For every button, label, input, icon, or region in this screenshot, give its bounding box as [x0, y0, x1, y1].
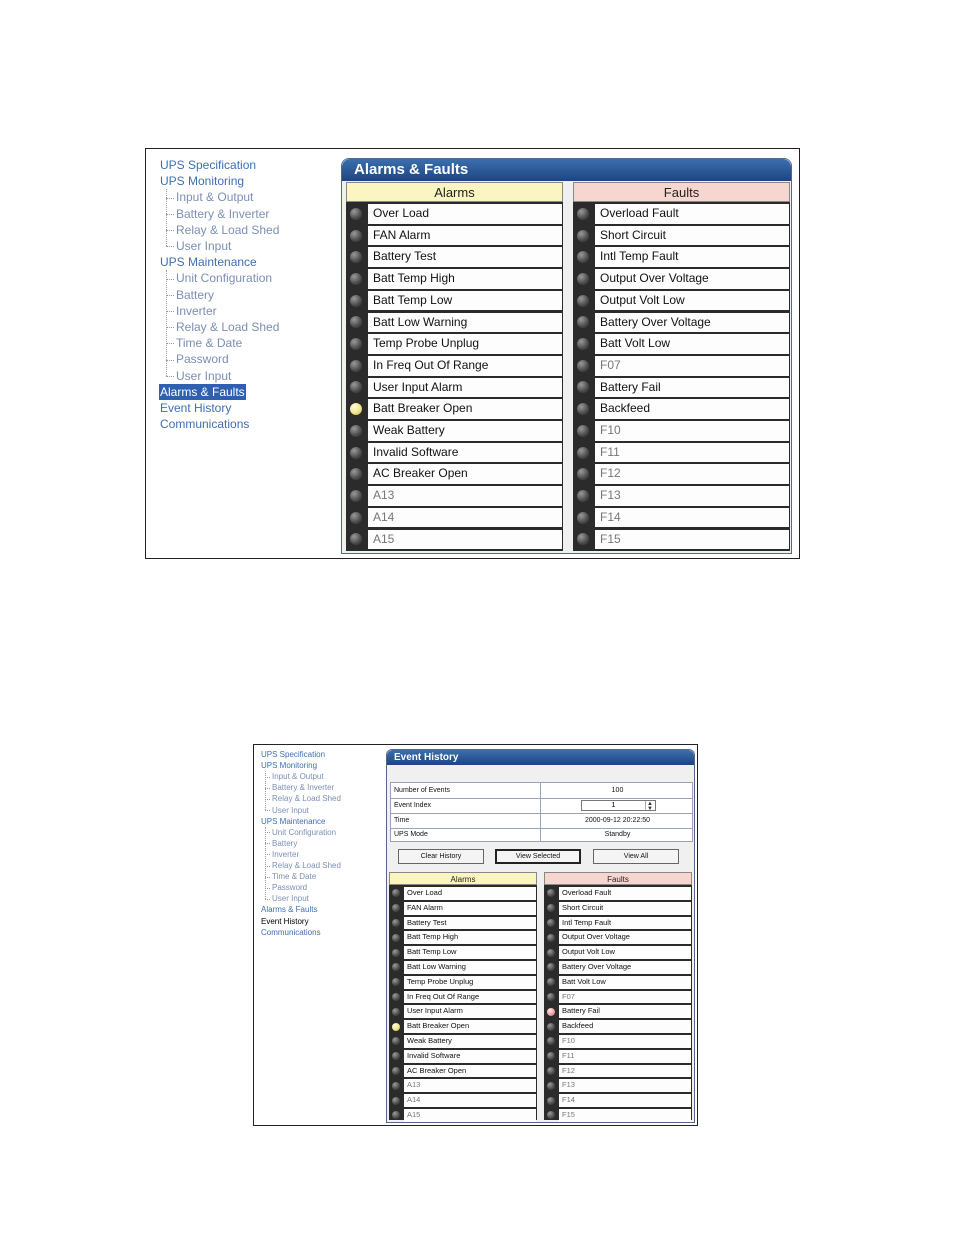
status-led-icon	[577, 338, 589, 350]
fault-row	[544, 916, 692, 931]
fault-label: F12	[595, 464, 789, 484]
fault-label: F13	[559, 1079, 691, 1092]
status-led-icon	[577, 468, 589, 480]
alarm-label: Weak Battery	[368, 421, 562, 441]
alarm-row	[346, 203, 563, 225]
tree-connector-tick	[166, 343, 174, 344]
fault-label: F07	[595, 356, 789, 376]
nav-item-time-and-date[interactable]: Time & Date	[176, 336, 243, 351]
ups-mode-label: UPS Mode	[394, 831, 428, 838]
fault-row	[544, 1004, 692, 1019]
event-info-table	[390, 782, 693, 842]
fault-row	[544, 975, 692, 990]
nav-item-user-input[interactable]: User Input	[272, 894, 309, 904]
fault-row	[544, 1108, 692, 1123]
status-led-icon	[547, 1067, 555, 1075]
number-of-events-value: 100	[611, 787, 624, 794]
tree-connector-tick	[265, 888, 270, 889]
nav-item-event-history[interactable]: Event History	[160, 401, 232, 415]
status-led-icon	[547, 1052, 555, 1060]
status-led-icon	[350, 447, 362, 459]
nav-item-alarms-and-faults[interactable]: Alarms & Faults	[160, 384, 245, 399]
tree-connector-tick	[265, 899, 270, 900]
nav-item-password[interactable]: Password	[272, 883, 308, 893]
status-led-icon	[392, 1097, 400, 1105]
alarm-row	[346, 312, 563, 334]
time-value: 2000-09-12 20:22:50	[585, 817, 650, 824]
alarm-row	[389, 916, 537, 931]
alarm-row	[389, 1093, 537, 1108]
fault-row	[544, 901, 692, 916]
fault-label: Batt Volt Low	[559, 976, 691, 989]
fault-row	[573, 290, 790, 312]
event-history-screenshot	[253, 744, 698, 1126]
fault-row	[544, 1078, 692, 1093]
alarm-row	[389, 1004, 537, 1019]
fault-label: Output Volt Low	[559, 946, 691, 959]
alarm-row	[389, 1049, 537, 1064]
status-led-icon	[392, 978, 400, 986]
clear-history-button[interactable]: Clear History	[398, 849, 484, 864]
status-led-icon	[547, 1111, 555, 1119]
alarm-label: Over Load	[404, 887, 536, 900]
fault-label: Output Over Voltage	[559, 931, 691, 944]
fault-row	[544, 990, 692, 1005]
nav-item-communications[interactable]: Communications	[261, 927, 321, 937]
fault-row	[573, 398, 790, 420]
faults-column	[544, 872, 692, 1120]
nav-item-time-and-date[interactable]: Time & Date	[272, 872, 317, 882]
alarm-row	[346, 398, 563, 420]
nav-item-password[interactable]: Password	[176, 352, 229, 367]
event-index-stepper[interactable]	[581, 800, 656, 811]
alarm-row	[389, 1108, 537, 1123]
status-led-icon	[577, 425, 589, 437]
nav-item-ups-monitoring[interactable]: UPS Monitoring	[160, 174, 245, 189]
fault-row	[544, 1019, 692, 1034]
nav-item-inverter[interactable]: Inverter	[176, 303, 217, 318]
status-led-icon	[547, 993, 555, 1001]
status-led-icon	[392, 1067, 400, 1075]
fault-label: F14	[559, 1094, 691, 1107]
status-led-active-icon	[547, 1008, 555, 1016]
status-led-icon	[577, 273, 589, 285]
alarm-row	[389, 901, 537, 916]
nav-item-ups-specification[interactable]: UPS Specification	[160, 158, 257, 172]
tree-connector-tick	[166, 360, 174, 361]
status-led-icon	[350, 360, 362, 372]
fault-row	[573, 268, 790, 290]
fault-label: Battery Over Voltage	[595, 313, 789, 333]
view-all-button[interactable]: View All	[593, 849, 679, 864]
status-led-icon	[392, 1037, 400, 1045]
alarm-label: AC Breaker Open	[368, 464, 562, 484]
alarm-row	[346, 485, 563, 507]
panel-title: Event History	[387, 750, 694, 765]
fault-label: F10	[559, 1035, 691, 1048]
alarm-row	[346, 225, 563, 247]
alarm-row	[346, 246, 563, 268]
status-led-icon	[392, 963, 400, 971]
status-led-icon	[350, 316, 362, 328]
fault-label: Battery Fail	[559, 1005, 691, 1018]
alarm-label: Battery Test	[404, 917, 536, 930]
alarm-row	[389, 886, 537, 901]
status-led-icon	[350, 338, 362, 350]
status-led-icon	[350, 208, 362, 220]
status-led-icon	[547, 1097, 555, 1105]
fault-label: Overload Fault	[559, 887, 691, 900]
alarm-label: In Freq Out Of Range	[404, 991, 536, 1004]
number-of-events-label: Number of Events	[394, 787, 451, 794]
alarm-label: FAN Alarm	[404, 902, 536, 915]
nav-item-ups-specification[interactable]: UPS Specification	[261, 750, 326, 759]
fault-row	[573, 529, 790, 551]
sidebar-nav	[146, 149, 341, 449]
fault-row	[544, 1049, 692, 1064]
status-led-icon	[577, 403, 589, 415]
status-led-icon	[350, 468, 362, 480]
alarms-header: Alarms	[346, 182, 563, 202]
status-led-icon	[577, 295, 589, 307]
alarm-label: Invalid Software	[404, 1050, 536, 1063]
tree-connector-tick	[265, 810, 270, 811]
alarm-row	[389, 960, 537, 975]
alarm-row	[389, 1034, 537, 1049]
fault-row	[573, 507, 790, 529]
tree-connector-tick	[166, 376, 174, 377]
alarm-label: In Freq Out Of Range	[368, 356, 562, 376]
status-led-icon	[547, 978, 555, 986]
fault-row	[544, 1064, 692, 1079]
alarm-row	[346, 355, 563, 377]
nav-item-alarms-and-faults[interactable]: Alarms & Faults	[261, 905, 318, 915]
fault-row	[544, 945, 692, 960]
status-led-active-icon	[350, 403, 362, 415]
nav-item-relay-and-load-shed[interactable]: Relay & Load Shed	[176, 222, 280, 237]
status-led-icon	[392, 1008, 400, 1016]
fault-row	[573, 377, 790, 399]
fault-row	[573, 203, 790, 225]
alarm-label: A14	[404, 1094, 536, 1107]
alarm-row	[389, 990, 537, 1005]
status-led-icon	[577, 512, 589, 524]
tree-connector-tick	[166, 311, 174, 312]
fault-row	[544, 960, 692, 975]
alarm-label: A13	[368, 486, 562, 506]
nav-item-relay-and-load-shed[interactable]: Relay & Load Shed	[272, 794, 341, 804]
status-led-icon	[350, 425, 362, 437]
status-led-icon	[350, 295, 362, 307]
status-led-icon	[547, 1082, 555, 1090]
status-led-icon	[547, 889, 555, 897]
tree-connector-tick	[265, 832, 270, 833]
status-led-icon	[392, 904, 400, 912]
nav-item-unit-configuration[interactable]: Unit Configuration	[272, 827, 337, 837]
nav-item-user-input[interactable]: User Input	[176, 239, 232, 253]
status-led-icon	[392, 949, 400, 957]
status-led-icon	[577, 447, 589, 459]
alarm-row	[389, 1078, 537, 1093]
fault-label: Output Volt Low	[595, 291, 789, 311]
status-led-icon	[547, 934, 555, 942]
status-led-icon	[547, 919, 555, 927]
tree-connector-tick	[166, 295, 174, 296]
fault-label: F15	[559, 1109, 691, 1122]
alarms-header: Alarms	[389, 872, 537, 885]
tree-connector-tick	[265, 877, 270, 878]
alarm-label: Batt Breaker Open	[404, 1020, 536, 1033]
alarm-row	[346, 463, 563, 485]
fault-row	[573, 246, 790, 268]
nav-item-ups-monitoring[interactable]: UPS Monitoring	[261, 761, 318, 771]
tree-connector-tick	[166, 198, 174, 199]
status-led-icon	[577, 316, 589, 328]
alarm-row	[389, 945, 537, 960]
alarm-row	[389, 1019, 537, 1034]
status-led-icon	[577, 381, 589, 393]
status-led-icon	[350, 490, 362, 502]
fault-label: Output Over Voltage	[595, 269, 789, 289]
status-led-icon	[392, 1111, 400, 1119]
tree-connector-tick	[265, 866, 270, 867]
fault-row	[573, 333, 790, 355]
fault-row	[573, 312, 790, 334]
alarm-row	[346, 442, 563, 464]
nav-item-event-history[interactable]: Event History	[261, 916, 309, 926]
tree-connector-tick	[265, 788, 270, 789]
status-led-icon	[392, 1052, 400, 1060]
fault-label: Short Circuit	[559, 902, 691, 915]
alarm-row	[346, 377, 563, 399]
status-led-icon	[392, 993, 400, 1001]
alarm-label: Over Load	[368, 204, 562, 224]
event-index-label: Event Index	[394, 802, 431, 809]
alarm-row	[346, 420, 563, 442]
ups-mode-value: Standby	[604, 831, 631, 838]
fault-label: F11	[559, 1050, 691, 1063]
event-history-panel	[386, 749, 695, 1123]
status-led-icon	[547, 1023, 555, 1031]
tree-connector-tick	[265, 854, 270, 855]
fault-label: Backfeed	[559, 1020, 691, 1033]
fault-label: Intl Temp Fault	[559, 917, 691, 930]
status-led-active-icon	[392, 1023, 400, 1031]
status-led-icon	[350, 381, 362, 393]
alarm-label: A13	[404, 1079, 536, 1092]
view-selected-button[interactable]: View Selected	[495, 849, 581, 864]
alarms-column	[389, 872, 537, 1120]
alarm-label: User Input Alarm	[368, 378, 562, 398]
nav-item-communications[interactable]: Communications	[160, 417, 250, 432]
alarms-faults-panel	[341, 158, 792, 554]
alarm-row	[389, 1064, 537, 1079]
status-led-icon	[577, 251, 589, 263]
nav-item-ups-maintenance[interactable]: UPS Maintenance	[160, 255, 257, 270]
fault-label: F10	[595, 421, 789, 441]
alarm-row	[346, 529, 563, 551]
fault-label: Battery Over Voltage	[559, 961, 691, 974]
alarm-label: A14	[368, 508, 562, 528]
fault-label: Backfeed	[595, 399, 789, 419]
nav-item-ups-maintenance[interactable]: UPS Maintenance	[261, 816, 326, 826]
status-led-icon	[547, 1037, 555, 1045]
status-led-icon	[577, 360, 589, 372]
alarm-label: User Input Alarm	[404, 1005, 536, 1018]
alarm-label: Batt Temp High	[368, 269, 562, 289]
faults-header: Faults	[573, 182, 790, 202]
fault-row	[573, 463, 790, 485]
fault-row	[573, 420, 790, 442]
status-led-icon	[350, 512, 362, 524]
tree-connector-tick	[265, 777, 270, 778]
nav-item-unit-configuration[interactable]: Unit Configuration	[176, 271, 273, 286]
nav-item-battery-and-inverter[interactable]: Battery & Inverter	[272, 783, 335, 793]
fault-row	[544, 1034, 692, 1049]
faults-column	[573, 182, 790, 551]
status-led-icon	[350, 230, 362, 242]
fault-label: Battery Fail	[595, 378, 789, 398]
status-led-icon	[577, 208, 589, 220]
fault-label: F14	[595, 508, 789, 528]
alarm-label: AC Breaker Open	[404, 1065, 536, 1078]
tree-connector-tick	[166, 246, 174, 247]
alarm-label: Weak Battery	[404, 1035, 536, 1048]
fault-label: Batt Volt Low	[595, 334, 789, 354]
status-led-icon	[547, 949, 555, 957]
status-led-icon	[547, 963, 555, 971]
alarm-row	[346, 333, 563, 355]
fault-label: F15	[595, 530, 789, 550]
alarms-column	[346, 182, 563, 551]
nav-item-relay-and-load-shed[interactable]: Relay & Load Shed	[272, 861, 341, 870]
fault-label: F12	[559, 1065, 691, 1078]
panel-title: Alarms & Faults	[342, 159, 791, 181]
nav-item-battery[interactable]: Battery	[272, 838, 298, 848]
nav-item-inverter[interactable]: Inverter	[272, 849, 300, 859]
status-led-icon	[350, 251, 362, 263]
alarm-label: Batt Low Warning	[404, 961, 536, 974]
alarm-label: Batt Breaker Open	[368, 399, 562, 419]
status-led-icon	[577, 230, 589, 242]
nav-item-user-input[interactable]: User Input	[176, 368, 232, 383]
time-label: Time	[394, 817, 410, 824]
status-led-icon	[392, 889, 400, 897]
nav-item-relay-and-load-shed[interactable]: Relay & Load Shed	[176, 320, 280, 334]
alarm-label: A15	[368, 530, 562, 550]
status-led-icon	[547, 904, 555, 912]
nav-item-user-input[interactable]: User Input	[272, 805, 309, 815]
nav-item-battery-and-inverter[interactable]: Battery & Inverter	[176, 206, 270, 221]
sidebar-nav	[254, 745, 386, 945]
stepper-arrows-icon[interactable]: ▲ ▼	[645, 801, 655, 810]
status-led-icon	[577, 490, 589, 502]
fault-row	[573, 225, 790, 247]
fault-label: F07	[559, 991, 691, 1004]
status-led-icon	[392, 919, 400, 927]
status-led-icon	[577, 533, 589, 545]
nav-item-input-and-output[interactable]: Input & Output	[176, 190, 254, 205]
alarm-label: FAN Alarm	[368, 226, 562, 246]
fault-label: Intl Temp Fault	[595, 247, 789, 267]
alarm-label: Battery Test	[368, 247, 562, 267]
alarm-label: A15	[404, 1109, 536, 1122]
status-led-icon	[350, 273, 362, 285]
alarm-label: Batt Low Warning	[368, 313, 562, 333]
event-index-value: 1	[611, 802, 616, 809]
fault-label: F13	[595, 486, 789, 506]
tree-connector-tick	[166, 327, 174, 328]
alarm-row	[389, 930, 537, 945]
alarms-faults-screenshot	[145, 148, 800, 559]
alarm-label: Batt Temp High	[404, 931, 536, 944]
tree-connector-tick	[265, 799, 270, 800]
alarm-row	[346, 268, 563, 290]
faults-header: Faults	[544, 872, 692, 885]
status-led-icon	[392, 1082, 400, 1090]
fault-row	[544, 886, 692, 901]
fault-row	[573, 485, 790, 507]
status-led-icon	[392, 934, 400, 942]
tree-connector-tick	[166, 214, 174, 215]
alarm-row	[346, 507, 563, 529]
tree-connector-tick	[166, 279, 174, 280]
alarm-label: Temp Probe Unplug	[368, 334, 562, 354]
nav-item-input-and-output[interactable]: Input & Output	[272, 772, 324, 782]
alarm-label: Temp Probe Unplug	[404, 976, 536, 989]
fault-row	[544, 930, 692, 945]
status-led-icon	[350, 533, 362, 545]
fault-label: F11	[595, 443, 789, 463]
alarm-row	[346, 290, 563, 312]
alarm-label: Invalid Software	[368, 443, 562, 463]
fault-label: Overload Fault	[595, 204, 789, 224]
tree-connector-tick	[265, 843, 270, 844]
fault-row	[573, 355, 790, 377]
fault-label: Short Circuit	[595, 226, 789, 246]
fault-row	[573, 442, 790, 464]
alarm-row	[389, 975, 537, 990]
nav-item-battery[interactable]: Battery	[176, 287, 215, 302]
fault-row	[544, 1093, 692, 1108]
alarm-label: Batt Temp Low	[368, 291, 562, 311]
tree-connector-tick	[166, 230, 174, 231]
alarm-label: Batt Temp Low	[404, 946, 536, 959]
